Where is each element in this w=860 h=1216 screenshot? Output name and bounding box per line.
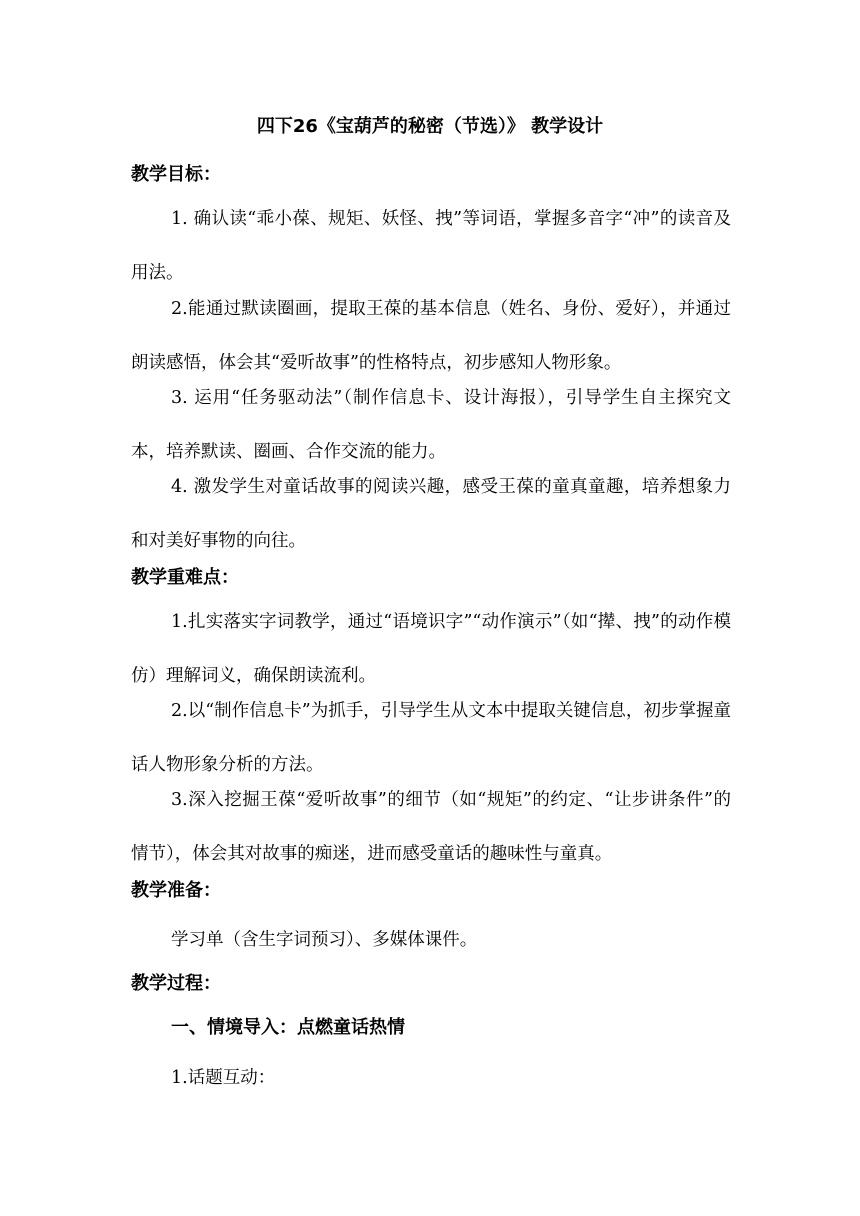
goal-item-1: 1. 确认读“乖小葆、规矩、妖怪、拽”等词语，掌握多音字“冲”的读音及用法。 <box>131 209 731 283</box>
key-point-item-1: 1.扎实落实字词教学，通过“语境识字”“动作演示”（如“撵、拽”的动作模仿）理解词义，确保朗读流利。 <box>131 612 731 686</box>
goal-item-3: 3. 运用“任务驱动法”（制作信息卡、设计海报），引导学生自主探究文本，培养默读、圈画、合作交流的能力。 <box>131 388 731 462</box>
preparation-heading: 教学准备： <box>131 880 221 901</box>
key-point-item-2: 2.以“制作信息卡”为抓手，引导学生从文本中提取关键信息，初步掌握童话人物形象分析的方法。 <box>131 701 731 775</box>
goal-item-4: 4. 激发学生对童话故事的阅读兴趣，感受王葆的童真童趣，培养想象力和对美好事物的向往。 <box>131 477 731 551</box>
goal-item-2: 2.能通过默读圈画，提取王葆的基本信息（姓名、身份、爱好），并通过朗读感悟，体会其“爱听故事”的性格特点，初步感知人物形象。 <box>131 299 731 373</box>
key-points-heading: 教学重难点： <box>131 567 239 588</box>
document-title: 四下26《宝葫芦的秘密（节选）》 教学设计 <box>256 116 604 137</box>
process-heading: 教学过程： <box>131 973 221 994</box>
goals-heading: 教学目标： <box>131 164 221 185</box>
process-step-1-item-1: 1.话题互动： <box>171 1068 276 1088</box>
key-point-item-3: 3.深入挖掘王葆“爱听故事”的细节（如“规矩”的约定、“让步讲条件”的情节），体会其对故事的痴迷，进而感受童话的趣味性与童真。 <box>131 790 731 864</box>
preparation-text: 学习单（含生字词预习）、多媒体课件。 <box>171 930 478 950</box>
process-step-1-title: 一、情境导入：点燃童话热情 <box>171 1017 405 1038</box>
